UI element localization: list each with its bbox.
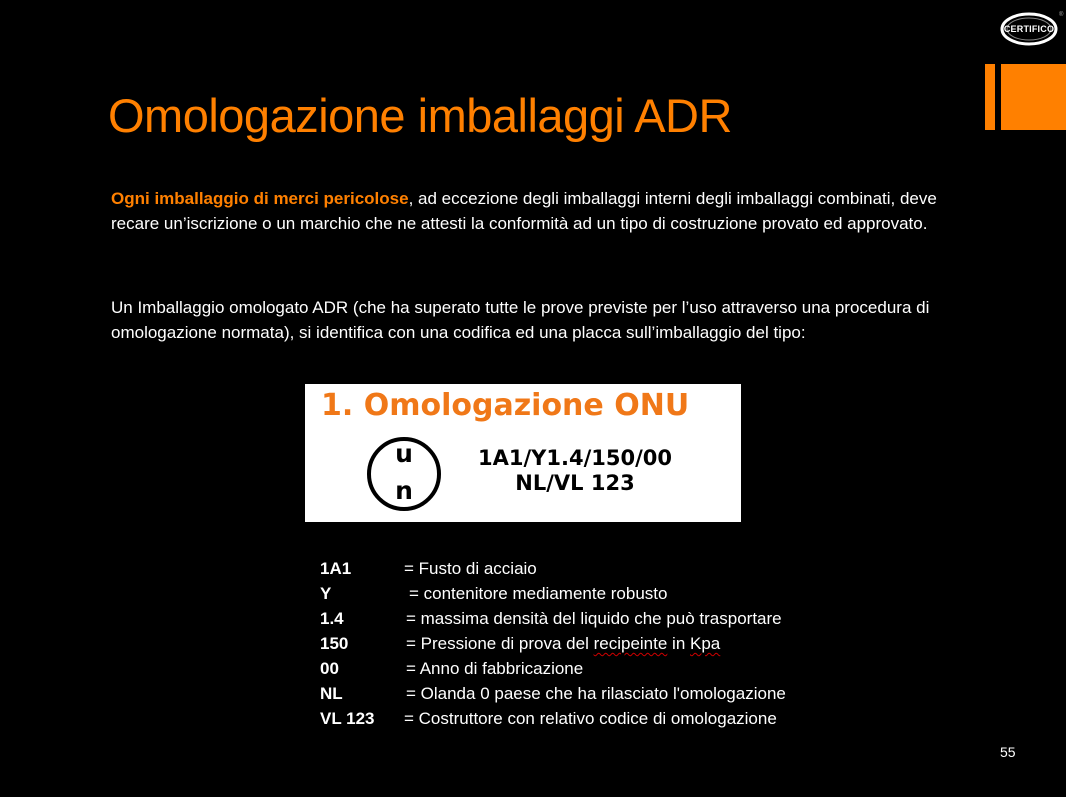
logo-text: CERTIFICO <box>1003 24 1055 34</box>
un-letter-n: n <box>395 476 413 505</box>
slide-title: Omologazione imballaggi ADR <box>108 89 732 142</box>
paragraph-highlight: Ogni imballaggio di merci pericolose <box>111 189 409 208</box>
plate-code-line2: NL/VL 123 <box>515 471 635 495</box>
legend-description: = contenitore mediamente robusto <box>409 584 668 603</box>
legend-code: VL 123 <box>320 709 375 728</box>
legend-desc-mid: in <box>667 634 690 653</box>
legend-code: 1.4 <box>320 609 344 628</box>
legend-code: Y <box>320 584 332 603</box>
legend-description: = massima densità del liquido che può trasportare <box>406 609 782 628</box>
legend-description: = Anno di fabbricazione <box>406 659 584 678</box>
logo-registered-mark: ® <box>1059 12 1064 18</box>
legend-row <box>320 656 920 681</box>
legend-description: = Costruttore con relativo codice di omologazione <box>404 709 777 728</box>
decoration-block <box>1001 64 1066 130</box>
paragraph-identification: Un Imballaggio omologato ADR (che ha superato tutte le prove previste per l’uso attraverso una procedura di omologazione normata), si identifica con una codifica ed una placca sull’imballaggio del tipo: <box>111 298 930 342</box>
legend-code: 1A1 <box>320 559 352 578</box>
legend-row <box>320 631 920 656</box>
legend-row <box>320 706 920 731</box>
paragraph-conformity <box>111 186 941 236</box>
paragraph-rest: , ad eccezione degli imballaggi interni degli imballaggi combinati, deve recare un’iscrizione o un marchio che ne attesti la conformità ad un tipo di costruzione provato ed approvato. <box>111 189 937 233</box>
code-legend <box>320 556 920 731</box>
legend-row <box>320 681 920 706</box>
legend-row <box>320 606 920 631</box>
legend-code: 00 <box>320 659 339 678</box>
plate-code-line1: 1A1/Y1.4/150/00 <box>478 446 672 470</box>
legend-description <box>406 631 720 656</box>
legend-description: = Olanda 0 paese che ha rilasciato l'omologazione <box>406 684 786 703</box>
page-number: 55 <box>1000 744 1016 760</box>
legend-code: NL <box>320 684 343 703</box>
legend-desc-pre: = Pressione di prova del <box>406 634 594 653</box>
decoration-bar <box>985 64 995 130</box>
plate-heading: 1. Omologazione ONU <box>321 388 690 423</box>
un-approval-plate <box>305 384 741 522</box>
legend-code: 150 <box>320 634 349 653</box>
legend-row <box>320 556 920 581</box>
un-letter-u: u <box>395 439 413 468</box>
certifico-logo <box>1000 12 1058 46</box>
spell-error-word: Kpa <box>690 634 721 653</box>
spell-error-word: recipeinte <box>593 634 668 653</box>
legend-row <box>320 581 920 606</box>
legend-description: = Fusto di acciaio <box>404 559 537 578</box>
